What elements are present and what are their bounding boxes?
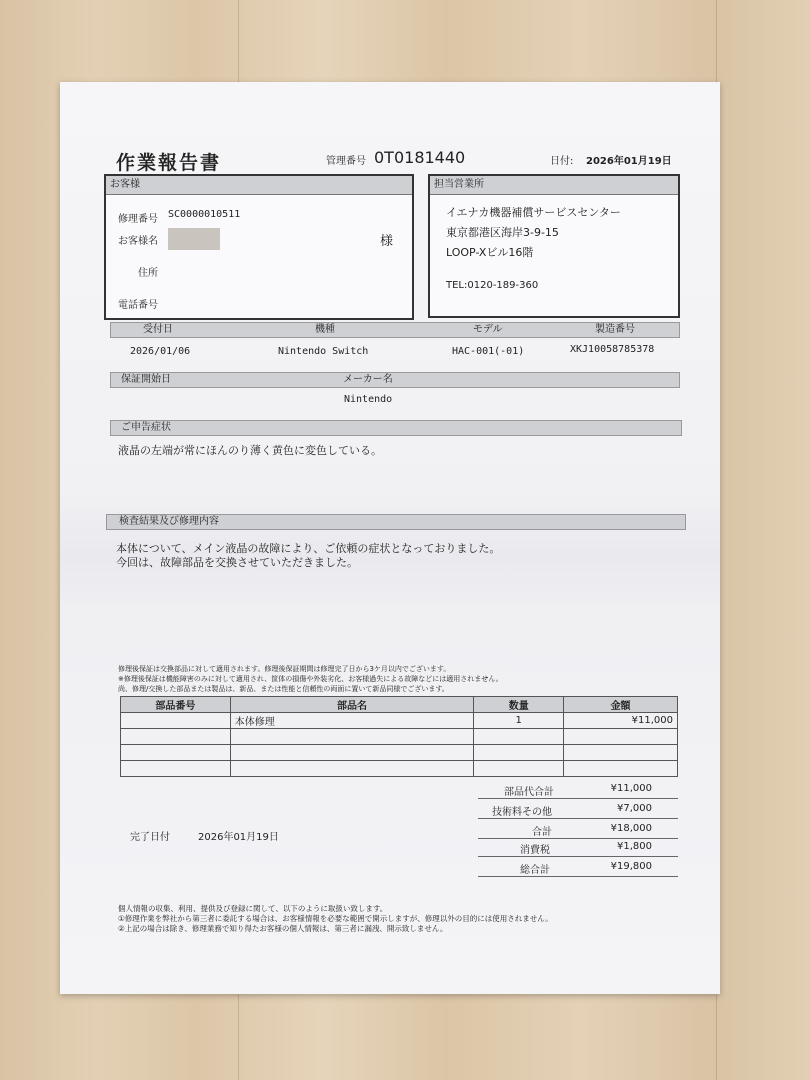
redacted-name xyxy=(168,228,220,250)
totals-label: 合計 xyxy=(532,827,552,838)
symptom-text: 液晶の左端が常にほんのり薄く黄色に変色している。 xyxy=(118,444,382,457)
totals-label: 消費税 xyxy=(520,845,550,856)
serial-number: XKJ10058785378 xyxy=(570,344,655,355)
completion-date: 2026年01月19日 xyxy=(198,832,279,843)
totals-row xyxy=(478,820,678,839)
product-header-bar xyxy=(110,322,680,338)
part-number-header: 部品番号 xyxy=(121,697,231,713)
table-row xyxy=(121,761,678,777)
customer-header: お客様 xyxy=(106,176,412,195)
inspection-line-2: 今回は、故障部品を交換させていただきました。 xyxy=(116,556,358,569)
totals-row xyxy=(478,838,678,857)
office-tel: TEL:0120-189-360 xyxy=(446,280,539,291)
work-report-sheet xyxy=(60,82,720,994)
warranty-notes xyxy=(118,664,503,694)
model-type-header: 機種 xyxy=(315,324,335,335)
control-number: 0T0181440 xyxy=(374,148,466,167)
table-header-row xyxy=(121,697,678,713)
maker-name: Nintendo xyxy=(344,394,393,405)
model-type: Nintendo Switch xyxy=(278,346,369,357)
note-line: 尚、修理/交換した部品または製品は、新品、または性能と信頼性の両面に置いて新品同様でございます。 xyxy=(118,685,449,693)
part-number-cell xyxy=(121,713,231,729)
totals-label: 総合計 xyxy=(520,865,550,876)
table-row xyxy=(121,745,678,761)
warranty-start-label: 保証開始日 xyxy=(121,374,171,385)
note-line: 修理後保証は交換部品に対して適用されます。修理後保証期間は修理完了日から3ケ月以内でございます。 xyxy=(118,665,451,673)
note-line: ※修理後保証は機能障害のみに対して適用され、筐体の損傷や外装劣化、お客様過失による故障などには適用されません。 xyxy=(118,675,503,683)
part-name-header: 部品名 xyxy=(230,697,474,713)
address-label: 住所 xyxy=(138,268,158,279)
totals-value: ¥7,000 xyxy=(617,803,652,814)
control-number-label: 管理番号 xyxy=(326,156,366,167)
received-date: 2026/01/06 xyxy=(130,346,191,357)
document-title: 作業報告書 xyxy=(116,152,222,174)
totals-label: 技術料その他 xyxy=(492,807,552,818)
inspection-bar xyxy=(106,514,686,530)
totals-row xyxy=(478,800,678,819)
model-number: HAC-001(-01) xyxy=(452,346,525,357)
inspection-line-1: 本体について、メイン液晶の故障により、ご依頼の症状となっておりました。 xyxy=(116,542,501,555)
privacy-line: ①修理作業を弊社から第三者に委託する場合は、お客様情報を必要な範囲で開示しますが、修理以外の目的には使用されません。 xyxy=(118,914,553,923)
customer-box xyxy=(104,174,414,320)
maker-label: メーカー名 xyxy=(343,374,393,385)
amount-header: 金額 xyxy=(564,697,678,713)
symptom-bar xyxy=(110,420,682,436)
part-name-cell: 本体修理 xyxy=(230,713,474,729)
customer-name-label: お客様名 xyxy=(118,236,158,247)
repair-number: SC0000010511 xyxy=(168,209,241,220)
quantity-cell: 1 xyxy=(474,713,564,729)
symptom-label: ご申告症状 xyxy=(121,422,171,433)
received-date-header: 受付日 xyxy=(143,324,173,335)
privacy-line: 個人情報の収集、利用、提供及び登録に関して、以下のように取扱い致します。 xyxy=(118,904,388,913)
totals-label: 部品代合計 xyxy=(504,787,554,798)
phone-label: 電話番号 xyxy=(118,300,158,311)
privacy-line: ②上記の場合は除き、修理業務で知り得たお客様の個人情報は、第三者に漏洩、開示致しません。 xyxy=(118,924,448,933)
report-date: 2026年01月19日 xyxy=(586,156,672,167)
office-address-2: LOOP-Xビル16階 xyxy=(446,246,534,259)
totals-row xyxy=(478,780,678,799)
repair-number-label: 修理番号 xyxy=(118,214,158,225)
model-header: モデル xyxy=(473,324,503,335)
office-header: 担当営業所 xyxy=(430,176,678,195)
parts-table xyxy=(120,696,678,777)
quantity-header: 数量 xyxy=(474,697,564,713)
inspection-label: 検査結果及び修理内容 xyxy=(119,516,219,527)
amount-cell: ¥11,000 xyxy=(564,713,678,729)
serial-header: 製造番号 xyxy=(595,324,635,335)
totals-value: ¥1,800 xyxy=(617,841,652,852)
office-box xyxy=(428,174,680,318)
office-name: イエナカ機器補償サービスセンター xyxy=(446,206,621,219)
completion-label: 完了日付 xyxy=(130,832,170,843)
office-address-1: 東京都港区海岸3-9-15 xyxy=(446,226,559,239)
totals-value: ¥19,800 xyxy=(610,861,652,872)
totals-value: ¥11,000 xyxy=(610,783,652,794)
privacy-notice xyxy=(118,904,553,934)
totals-row xyxy=(478,858,678,877)
honorific: 様 xyxy=(380,234,394,249)
date-label: 日付: xyxy=(550,156,574,167)
table-row xyxy=(121,729,678,745)
warranty-bar xyxy=(110,372,680,388)
totals-value: ¥18,000 xyxy=(610,823,652,834)
table-row xyxy=(121,713,678,729)
